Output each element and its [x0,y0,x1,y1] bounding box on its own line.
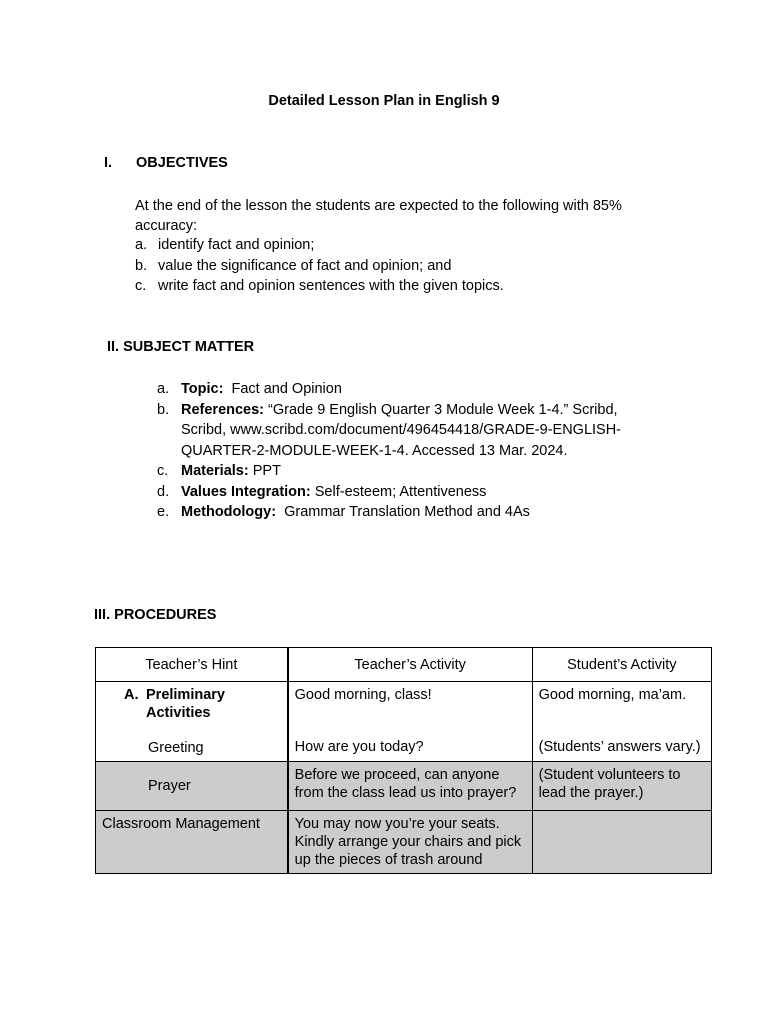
teacher-line: How are you today? [294,739,424,755]
list-marker: b. [135,257,148,274]
item-label: References: [181,401,265,418]
subject-matter-heading: II. SUBJECT MATTER [107,339,255,355]
column-header-students-activity: Student’s Activity [532,648,711,682]
list-item-text: value the significance of fact and opinion; and [158,257,452,274]
item-label: Methodology: [181,504,277,520]
item-text: Grammar Translation Method and 4As [276,504,530,520]
list-item [157,400,657,462]
list-marker: e. [157,504,170,520]
student-activity-cell [532,682,711,762]
teacher-activity-cell: You may now you’re your seats. Kindly arrange your chairs and pick up the pieces of trash around [288,811,532,874]
item-label: Materials: [181,463,249,479]
list-item-text: identify fact and opinion; [158,237,315,253]
item-text: Fact and Opinion [223,381,342,397]
hint-cell [96,762,288,811]
list-item [157,502,657,523]
teacher-activity-cell [288,682,532,762]
table-row [96,682,712,762]
item-text: PPT [248,463,281,479]
list-marker: c. [135,278,147,294]
list-item [135,235,504,256]
student-line: (Students’ answers vary.) [538,739,701,755]
list-item-text: write fact and opinion sentences with the given topics. [158,278,504,294]
list-marker: a. [157,381,170,397]
list-marker: d. [157,483,170,500]
student-activity-cell [532,811,711,874]
hint-cell [96,682,288,762]
list-item [135,276,504,297]
teacher-line: Good morning, class! [294,687,432,703]
list-item [157,482,657,503]
list-marker: b. [157,401,170,418]
student-line: Good morning, ma’am. [538,687,687,703]
table-row [96,811,712,874]
subject-matter-list [157,379,657,523]
procedures-heading: III. PROCEDURES [94,607,217,623]
item-text: “Grade 9 English Quarter 3 Module Week 1-4.” Scribd, Scribd, www.scribd.com/document/496454418/GRADE-9-ENGLISH-QUARTER-2-MODULE-WEEK-1-4. Accessed 13 Mar. 2024. [181,401,622,459]
objectives-list [135,235,504,297]
item-label: Topic: [181,381,224,397]
list-item [157,379,657,400]
list-marker: a. [135,237,148,253]
objectives-numeral: I. [104,155,113,171]
item-text: Self-esteem; Attentiveness [310,483,487,500]
item-label: Values Integration: [181,483,311,500]
column-header-teachers-activity: Teacher’s Activity [288,648,532,682]
list-marker: A. [124,687,139,703]
column-header-teachers-hint: Teacher’s Hint [96,648,288,682]
greeting-hint: Greeting [148,740,204,756]
preliminary-activities-label [102,686,281,722]
objectives-heading-text: OBJECTIVES [136,155,228,171]
list-marker: c. [157,463,169,479]
document-title: Detailed Lesson Plan in English 9 [268,93,500,109]
student-activity-cell: (Student volunteers to lead the prayer.) [532,762,711,811]
objectives-heading [104,155,228,171]
objectives-intro: At the end of the lesson the students are expected to the following with 85% accuracy: [135,198,622,234]
prayer-hint: Prayer [148,778,191,794]
table-row [96,762,712,811]
table-header-row [96,648,712,682]
hint-cell: Classroom Management [96,811,288,874]
teacher-activity-cell: Before we proceed, can anyone from the class lead us into prayer? [288,762,532,811]
list-item [157,461,657,482]
prelim-text: Preliminary Activities [146,687,225,721]
list-item [135,256,504,277]
procedures-table [95,647,712,874]
